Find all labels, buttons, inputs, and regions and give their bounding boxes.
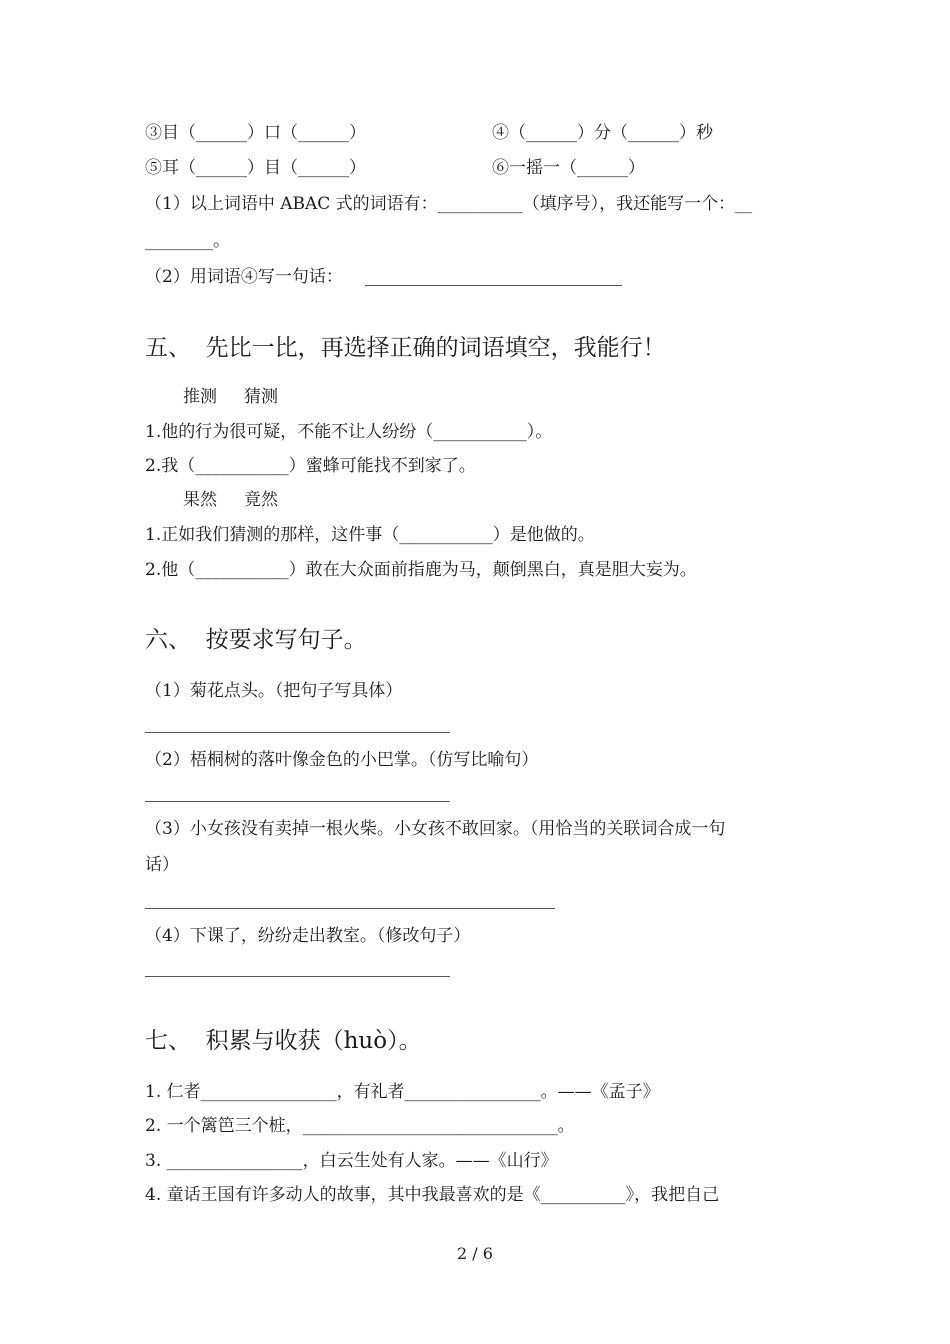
answer-line[interactable] (145, 801, 450, 802)
question-6-3-line-1: （3）小女孩没有卖掉一根火柴。小女孩不敢回家。（用恰当的关联词合成一句 (145, 819, 726, 839)
sentence-5-3: 1.正如我们猜测的那样，这件事（___________）是他做的。 (145, 525, 595, 545)
question-2: （2）用词语④写一句话： (145, 267, 343, 287)
page-number: 2 / 6 (457, 1244, 493, 1263)
item-7-3: 3. ________________，白云生处有人家。——《山行》 (145, 1151, 558, 1171)
question-1-line-2: ________。 (145, 231, 230, 251)
word-row-2-right: ⑥一摇一（______） (492, 158, 645, 178)
section-7-title: 七、 积累与收获（huò）。 (145, 1028, 422, 1054)
answer-line[interactable] (145, 976, 450, 977)
answer-line[interactable] (145, 908, 555, 909)
question-1-line-1: （1）以上词语中 ABAC 式的词语有：__________（填序号），我还能写一个：__ (145, 194, 753, 214)
item-7-4: 4. 童话王国有许多动人的故事，其中我最喜欢的是《__________》，我把自己 (145, 1185, 720, 1205)
answer-line[interactable] (145, 732, 450, 733)
word-pair-2: 果然 竟然 (183, 490, 279, 510)
question-6-2: （2）梧桐树的落叶像金色的小巴掌。（仿写比喻句） (145, 750, 539, 770)
item-7-1: 1. 仁者________________，有礼者________________。——《孟子》 (145, 1082, 660, 1102)
question-6-4: （4）下课了，纷纷走出教室。（修改句子） (145, 926, 471, 946)
question-6-1: （1）菊花点头。（把句子写具体） (145, 681, 403, 701)
sentence-5-4: 2.他（___________）敢在大众面前指鹿为马，颠倒黑白，真是胆大妄为。 (145, 560, 697, 580)
word-pair-1: 推测 猜测 (183, 387, 279, 407)
word-row-1-right: ④（______）分（______）秒 (492, 123, 713, 143)
sentence-5-1: 1.他的行为很可疑，不能不让人纷纷（___________）。 (145, 422, 553, 442)
section-6-title: 六、 按要求写句子。 (145, 627, 367, 653)
section-5-title: 五、 先比一比，再选择正确的词语填空，我能行！ (145, 335, 666, 361)
item-7-2: 2. 一个篱笆三个桩，______________________________。 (145, 1116, 575, 1136)
sentence-5-2: 2.我（___________）蜜蜂可能找不到家了。 (145, 456, 476, 476)
word-row-2-left: ⑤耳（______）目（______） (145, 158, 366, 178)
answer-line[interactable] (365, 285, 622, 286)
question-6-3-line-2: 话） (145, 855, 179, 875)
word-row-1-left: ③目（______）口（______） (145, 123, 366, 143)
